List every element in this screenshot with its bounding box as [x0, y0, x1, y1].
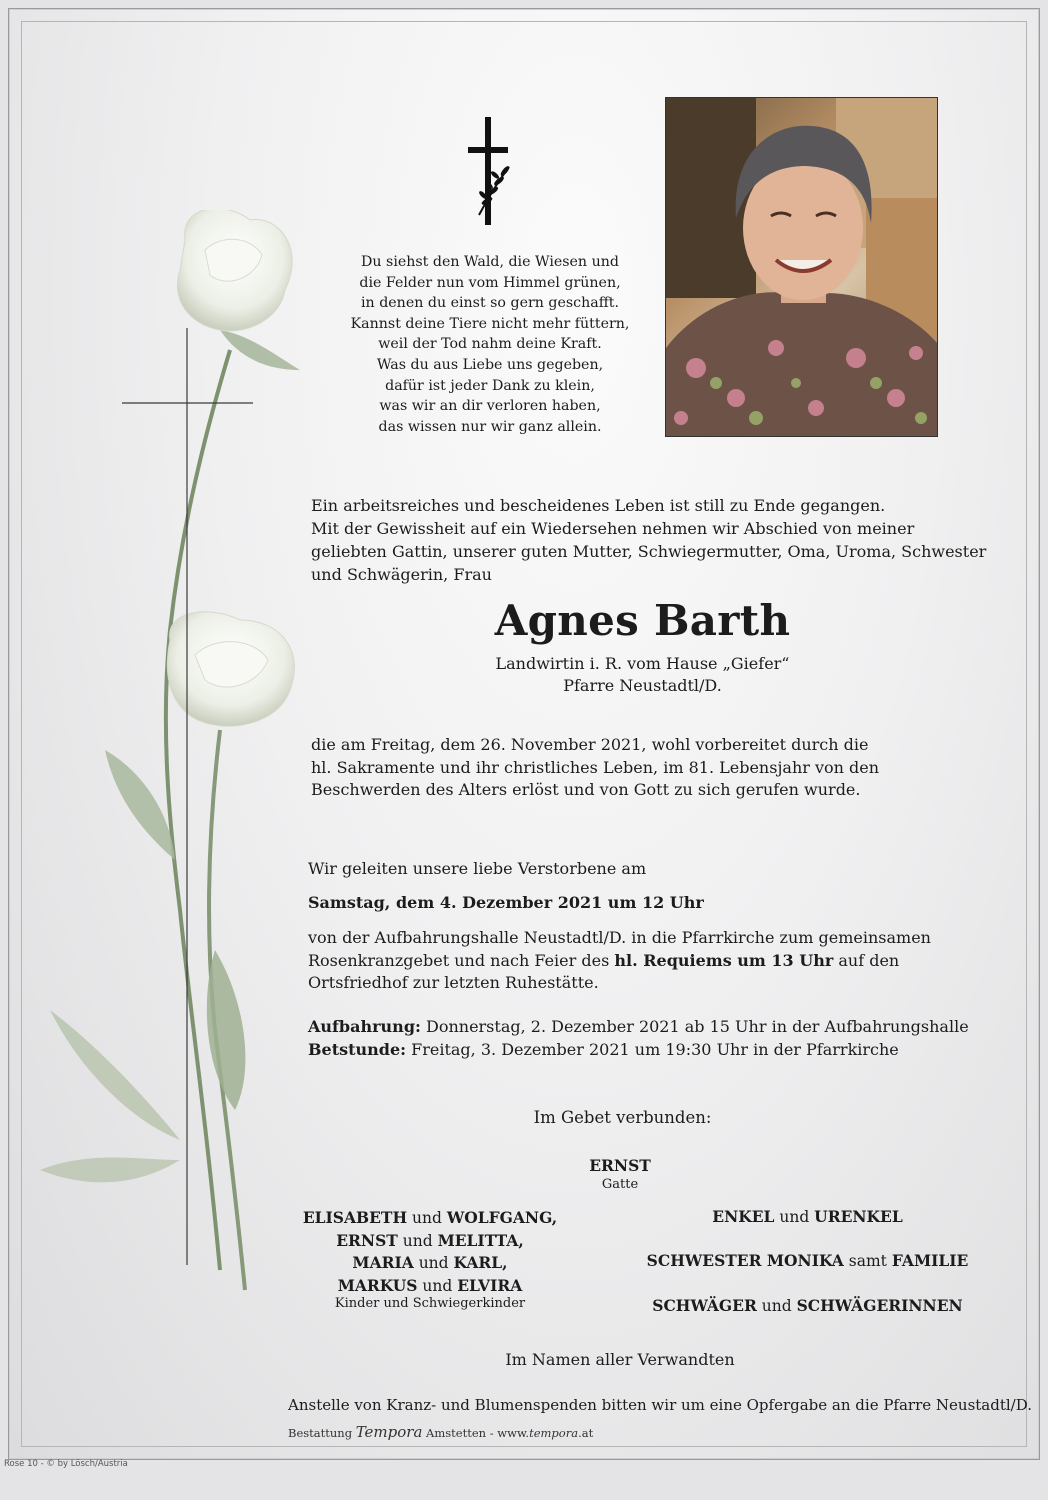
donation-request: Anstelle von Kranz- und Blumenspenden bitten wir um eine Opfergabe an die Pfarre Neustadtl/D.	[288, 1396, 1032, 1414]
conjunction: und	[413, 1254, 454, 1272]
viewing-info	[308, 1016, 1008, 1061]
child-spouse-name: ELVIRA	[457, 1275, 523, 1295]
intro-line: geliebten Gattin, unserer guten Mutter, Schwiegermutter, Oma, Uroma, Schwester	[311, 542, 987, 561]
funeral-line	[308, 950, 1008, 973]
death-line: die am Freitag, dem 26. November 2021, wohl vorbereitet durch die	[311, 735, 869, 754]
family-label: FAMILIE	[891, 1251, 969, 1270]
sisters-in-law-label: SCHWÄGERINNEN	[796, 1296, 963, 1315]
grandchildren-label: ENKEL	[712, 1207, 775, 1226]
poem-line: in denen du einst so gern geschafft.	[361, 295, 619, 312]
rose-bloom-upper	[177, 210, 292, 331]
funeral-line-text: Rosenkranzgebet und nach Feier des	[308, 950, 615, 970]
poem-line: Du siehst den Wald, die Wiesen und	[361, 254, 619, 270]
death-line: hl. Sakramente und ihr christliches Leben, im 81. Lebensjahr von den	[311, 757, 880, 777]
husband-role: Gatte	[601, 1177, 639, 1192]
prayer-hour-line	[308, 1039, 1008, 1062]
funeral-line: von der Aufbahrungshalle Neustadtl/D. in die Pfarrkirche zum gemeinsamen	[308, 928, 931, 947]
death-notice-text	[311, 734, 991, 802]
prayer-hour-label: Betstunde:	[308, 1039, 407, 1059]
sister-name: SCHWESTER MONIKA	[646, 1251, 844, 1270]
conjunction: und	[407, 1209, 447, 1227]
rose-leaf	[220, 330, 300, 370]
sister	[620, 1251, 995, 1270]
poem-line: dafür ist jeder Dank zu klein,	[385, 377, 595, 394]
undertaker-suffix: Amstetten - www.	[422, 1426, 530, 1440]
child-spouse-name: WOLFGANG,	[446, 1208, 558, 1227]
child-spouse-name: KARL,	[453, 1253, 508, 1272]
husband-name: ERNST	[589, 1156, 651, 1175]
intro-line: Mit der Gewissheit auf ein Wiedersehen nehmen wir Abschied von meiner	[311, 519, 915, 538]
intro-line: Ein arbeitsreiches und bescheidenes Leben ist still zu Ende gegangen.	[311, 496, 886, 515]
conjunction: und	[417, 1276, 458, 1295]
prayer-hour-text: Freitag, 3. Dezember 2021 um 19:30 Uhr in der Pfarrkirche	[406, 1039, 899, 1059]
in-laws	[620, 1296, 995, 1315]
children-pair	[250, 1230, 610, 1253]
children-pair	[250, 1207, 610, 1230]
poem	[300, 252, 680, 437]
rose-leaf	[50, 1010, 180, 1140]
poem-line: weil der Tod nahm deine Kraft.	[378, 336, 602, 353]
relatives-line: Im Namen aller Verwandten	[505, 1350, 735, 1369]
copyright-note: Rose 10 - © by Lösch/Austria	[4, 1459, 128, 1469]
conjunction: samt	[843, 1252, 892, 1270]
portrait-photo	[665, 97, 938, 437]
poem-line: die Felder nun vom Himmel grünen,	[359, 274, 621, 291]
undertaker-credit	[288, 1423, 688, 1441]
poem-line: was wir an dir verloren haben,	[379, 398, 601, 415]
great-grandchildren-label: URENKEL	[814, 1207, 903, 1226]
poem-line: Was du aus Liebe uns gegeben,	[376, 356, 604, 373]
funeral-intro: Wir geleiten unsere liebe Verstorbene am	[308, 859, 647, 878]
grandchildren	[620, 1207, 995, 1226]
intro-line: und Schwägerin, Frau	[311, 565, 492, 584]
funeral-text	[308, 927, 1008, 995]
funeral-line-text: auf den	[833, 950, 900, 970]
viewing-text: Donnerstag, 2. Dezember 2021 ab 15 Uhr in der Aufbahrungshalle	[420, 1017, 969, 1036]
brothers-in-law-label: SCHWÄGER	[652, 1296, 757, 1315]
children-pair	[250, 1275, 610, 1298]
death-line: Beschwerden des Alters erlöst und von Gott zu sich gerufen wurde.	[311, 780, 861, 799]
requiem-time: hl. Requiems um 13 Uhr	[614, 950, 834, 970]
rose-illustration	[30, 210, 320, 1320]
child-name: ERNST	[336, 1230, 398, 1250]
rose-leaf	[207, 950, 246, 1110]
viewing-label: Aufbahrung:	[308, 1017, 421, 1036]
intro-text	[311, 494, 1011, 586]
deceased-parish: Pfarre Neustadtl/D.	[563, 676, 722, 695]
rose-leaf	[40, 1158, 180, 1183]
undertaker-tld: .at	[578, 1426, 594, 1440]
funeral-date: Samstag, dem 4. Dezember 2021 um 12 Uhr	[308, 893, 704, 912]
children-pair	[250, 1252, 610, 1275]
children-role: Kinder und Schwiegerkinder	[334, 1296, 526, 1311]
portrait-illustration	[666, 98, 937, 436]
mourners-heading: Im Gebet verbunden:	[533, 1108, 712, 1127]
child-name: MARKUS	[337, 1275, 418, 1295]
child-name: ELISABETH	[302, 1208, 408, 1227]
poem-line: das wissen nur wir ganz allein.	[378, 418, 602, 435]
undertaker-prefix: Bestattung	[288, 1426, 356, 1440]
viewing-line	[308, 1016, 1008, 1039]
rose-stem-upper	[166, 350, 230, 1270]
conjunction: und	[397, 1231, 438, 1250]
undertaker-brand: Tempora	[355, 1423, 423, 1441]
deceased-subtitle	[420, 653, 865, 697]
deceased-occupation: Landwirtin i. R. vom Hause „Giefer“	[495, 654, 790, 673]
child-spouse-name: MELITTA,	[437, 1230, 524, 1250]
child-name: MARIA	[352, 1253, 414, 1272]
undertaker-domain: tempora	[529, 1426, 579, 1440]
poem-line: Kannst deine Tiere nicht mehr füttern,	[350, 315, 630, 332]
rose-leaf	[105, 750, 175, 860]
deceased-name: Agnes Barth	[494, 596, 791, 645]
children-list	[250, 1207, 610, 1297]
funeral-line: Ortsfriedhof zur letzten Ruhestätte.	[308, 973, 599, 992]
conjunction: und	[774, 1208, 815, 1226]
cross-palm-icon	[465, 115, 517, 227]
conjunction: und	[756, 1297, 797, 1315]
